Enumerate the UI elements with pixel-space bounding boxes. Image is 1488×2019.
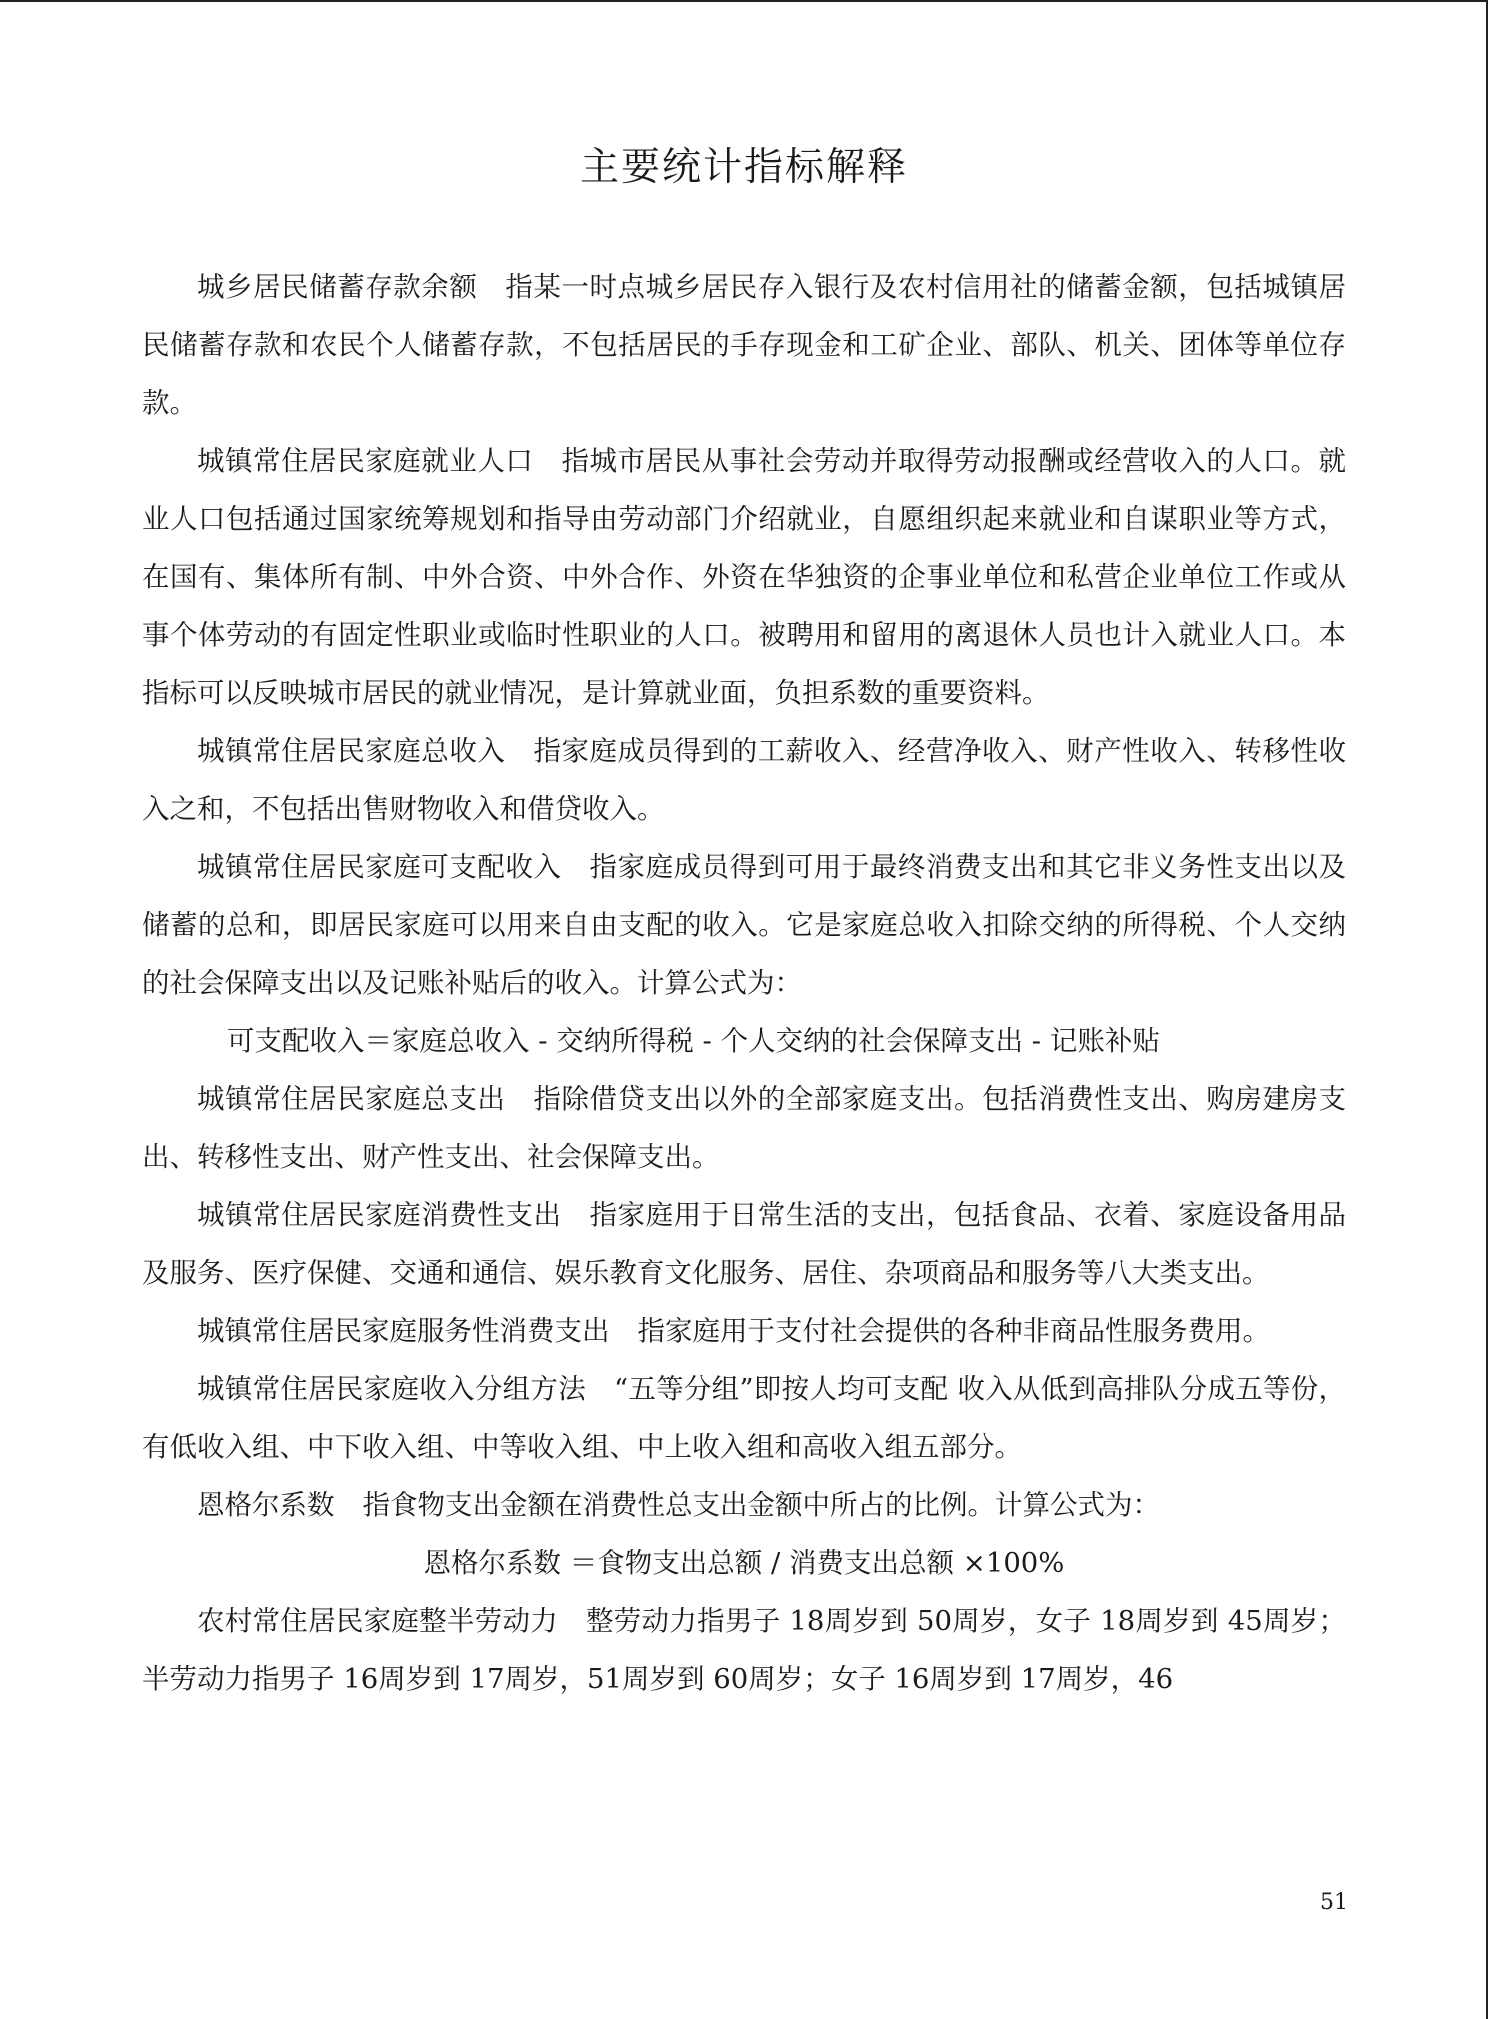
definition-total-expenditure: 指除借贷支出以外的全部家庭支出。包括消费性支出、购房建房支出、转移性支出、财产性支出、社会保障支出。 [142, 1083, 1347, 1173]
definition-disposable-income: 指家庭成员得到可用于最终消费支出和其它非义务性支出以及储蓄的总和，即居民家庭可以用来自由支配的收入。它是家庭总收入扣除交纳的所得税、个人交纳的社会保障支出以及记账补贴后的收入。计算公式为： [142, 851, 1346, 999]
paragraph-disposable-income [142, 838, 1346, 1012]
definition-engel-coefficient: 指食物支出金额在消费性总支出金额中所占的比例。计算公式为： [362, 1489, 1160, 1521]
term-savings-balance: 城乡居民储蓄存款余额 [197, 271, 478, 303]
definition-consumption-expenditure: 指家庭用于日常生活的支出，包括食品、衣着、家庭设备用品及服务、医疗保健、交通和通信、娱乐教育文化服务、居住、杂项商品和服务等八大类支出。 [142, 1199, 1346, 1289]
definition-rural-labor: 整劳动力指男子 18周岁到 50周岁，女子 18周岁到 45周岁；半劳动力指男子 16周岁到 17周岁，51周岁到 60周岁；女子 16周岁到 17周岁，46 [142, 1605, 1347, 1695]
formula-disposable-income: 可支配收入＝家庭总收入 - 交纳所得税 - 个人交纳的社会保障支出 - 记账补贴 [227, 1025, 1160, 1057]
definition-income-grouping: “五等分组”即按人均可支配 收入从低到高排队分成五等份，有低收入组、中下收入组、中等收入组、中上收入组和高收入组五部分。 [142, 1373, 1347, 1463]
term-employed-population: 城镇常住居民家庭就业人口 [197, 445, 534, 477]
definition-savings-balance: 指某一时点城乡居民存入银行及农村信用社的储蓄金额，包括城镇居民储蓄存款和农民个人储蓄存款，不包括居民的手存现金和工矿企业、部队、机关、团体等单位存款。 [142, 271, 1347, 419]
definition-total-income: 指家庭成员得到的工薪收入、经营净收入、财产性收入、转移性收入之和，不包括出售财物收入和借贷收入。 [142, 735, 1347, 825]
term-income-grouping: 城镇常住居民家庭收入分组方法 [197, 1373, 586, 1405]
paragraph-service-consumption [142, 1302, 1346, 1360]
paragraph-consumption-expenditure [142, 1186, 1346, 1302]
page-top-border [0, 0, 1488, 2]
term-disposable-income: 城镇常住居民家庭可支配收入 [197, 851, 562, 883]
term-consumption-expenditure: 城镇常住居民家庭消费性支出 [197, 1199, 562, 1231]
term-engel-coefficient: 恩格尔系数 [197, 1489, 335, 1521]
paragraph-engel-coefficient [142, 1476, 1346, 1534]
formula-engel-coefficient: 恩格尔系数 ＝食物支出总额 / 消费支出总额 ×100% [423, 1547, 1065, 1579]
paragraph-income-grouping [142, 1360, 1346, 1476]
term-rural-labor: 农村常住居民家庭整半劳动力 [197, 1605, 559, 1637]
paragraph-rural-labor [142, 1592, 1346, 1708]
paragraph-total-expenditure [142, 1070, 1346, 1186]
definition-service-consumption: 指家庭用于支付社会提供的各种非商品性服务费用。 [637, 1315, 1270, 1347]
term-total-expenditure: 城镇常住居民家庭总支出 [197, 1083, 506, 1115]
term-total-income: 城镇常住居民家庭总收入 [197, 735, 506, 767]
paragraph-savings-balance [142, 258, 1346, 432]
term-service-consumption: 城镇常住居民家庭服务性消费支出 [197, 1315, 610, 1347]
definition-employed-population: 指城市居民从事社会劳动并取得劳动报酬或经营收入的人口。就业人口包括通过国家统筹规划和指导由劳动部门介绍就业，自愿组织起来就业和自谋职业等方式，在国有、集体所有制、中外合资、中外合作、外资在华独资的企事业单位和私营企业单位工作或从事个体劳动的有固定性职业或临时性职业的人口。被聘用和留用的离退休人员也计入就业人口。本指标可以反映城市居民的就业情况，是计算就业面，负担系数的重要资料。 [142, 445, 1347, 709]
paragraph-total-income [142, 722, 1346, 838]
paragraph-employed-population [142, 432, 1346, 722]
page-number: 51 [1320, 1890, 1348, 1915]
document-body [142, 258, 1346, 1708]
page-title: 主要统计指标解释 [579, 145, 908, 190]
